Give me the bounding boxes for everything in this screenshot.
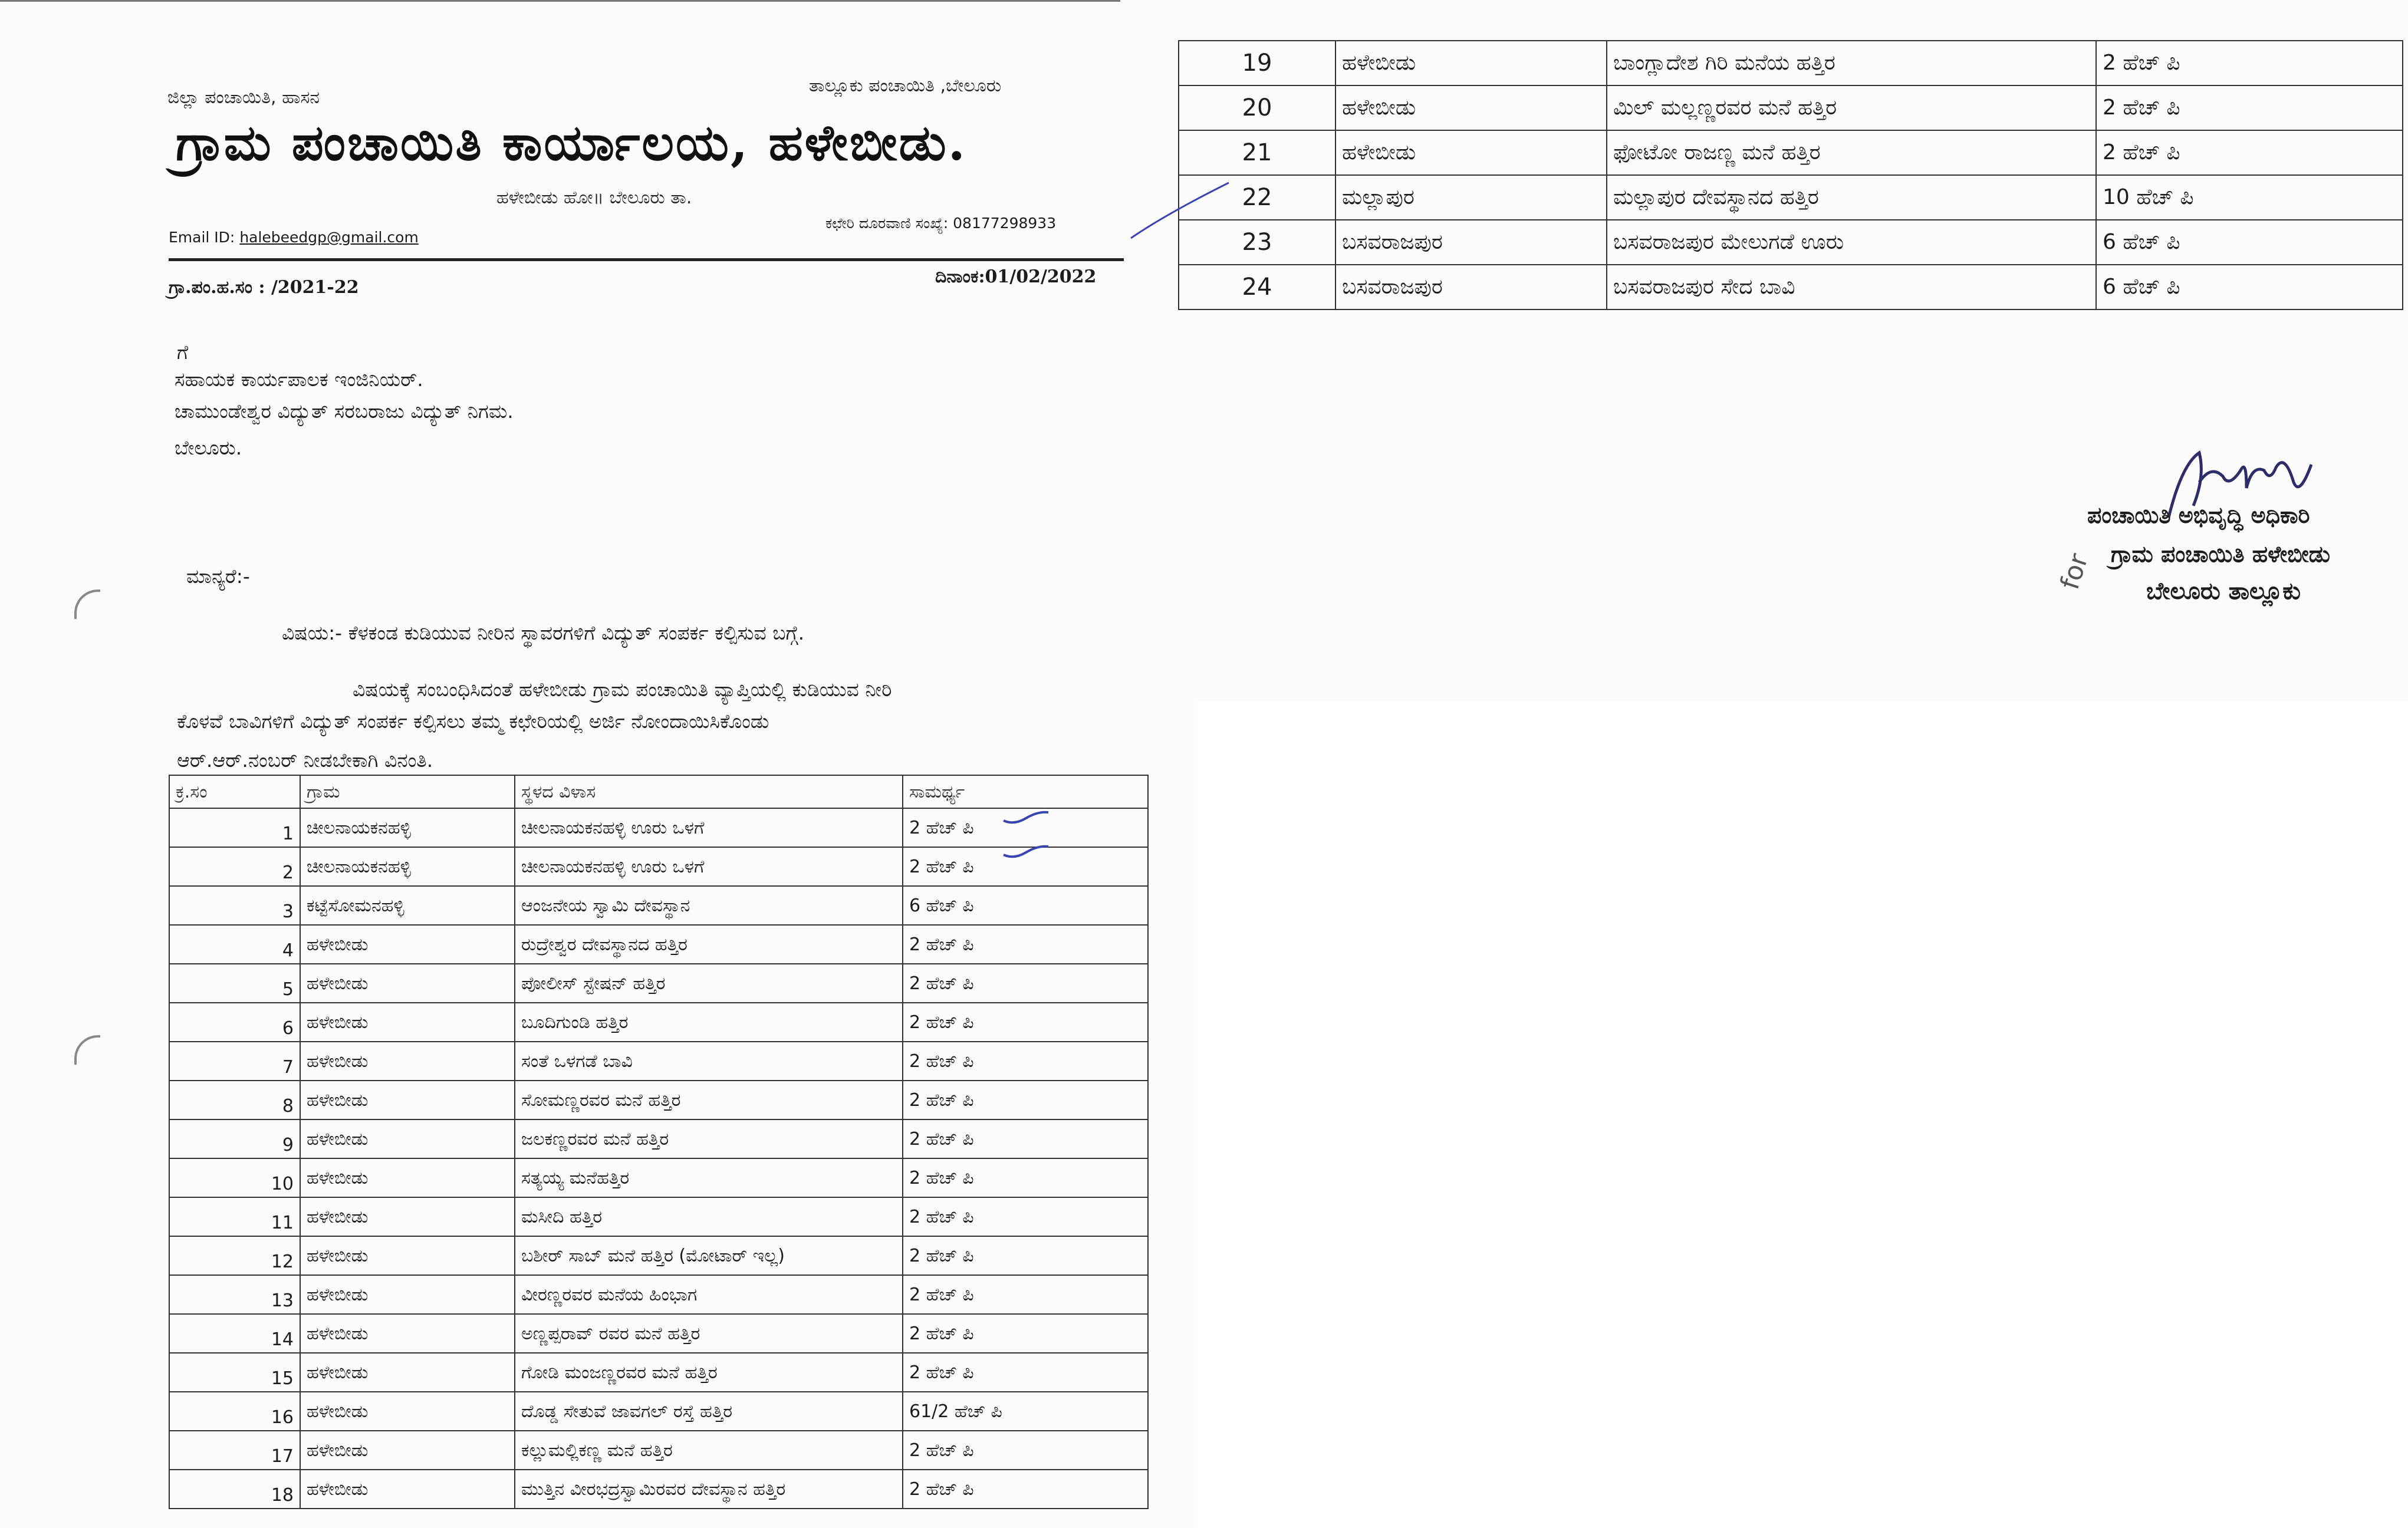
continued-table-row [1179,130,2403,175]
sl-no-cell: 20 [1179,85,1335,130]
capacity-cell: 2 ಹೆಚ್ ಪಿ [2096,130,2403,175]
designation-line-3: ಬೇಲೂರು ತಾಲ್ಲೂಕು [2146,578,2301,605]
capacity-cell: 2 ಹೆಚ್ ಪಿ [903,1197,1148,1236]
table-row [169,1431,1148,1470]
sl-no-cell: 16 [169,1392,300,1431]
village-cell: ಬಸವರಾಜಪುರ [1335,220,1607,265]
letterhead-rule [169,258,1124,261]
for-prefix: for [2054,549,2094,594]
location-cell: ಮಲ್ಲಾಪುರ ದೇವಸ್ಥಾನದ ಹತ್ತಿರ [1607,175,2096,220]
sl-no-cell: 4 [169,925,300,964]
body-line-1: ವಿಷಯಕ್ಕೆ ಸಂಬಂಧಿಸಿದಂತೆ ಹಳೇಬೀಡು ಗ್ರಾಮ ಪಂಚಾಯಿತಿ ವ್ಯಾಪ್ತಿಯಲ್ಲಿ ಕುಡಿಯುವ ನೀರಿ [353,678,892,701]
body-line-3: ಆರ್.ಆರ್.ನಂಬರ್ ನೀಡಬೇಕಾಗಿ ವಿನಂತಿ. [177,749,433,772]
village-cell: ಹಳೇಬೀಡು [300,1158,515,1197]
sl-no-cell: 24 [1179,265,1335,309]
email-line [169,229,419,246]
table-row [169,1236,1148,1275]
continued-table-row [1179,85,2403,130]
village-cell: ಹಳೇಬೀಡು [300,1470,515,1509]
sl-no-cell: 2 [169,847,300,886]
sl-no-cell: 19 [1179,41,1335,85]
village-cell: ಹಳೇಬೀಡು [300,925,515,964]
location-cell: ಬಸವರಾಜಪುರ ಸೇದ ಬಾವಿ [1607,265,2096,309]
capacity-cell: 2 ಹೆಚ್ ಪಿ [903,964,1148,1003]
location-cell: ಬಶೀರ್ ಸಾಬ್ ಮನೆ ಹತ್ತಿರ (ಮೋಟಾರ್ ಇಲ್ಲ) [515,1236,903,1275]
village-cell: ಹಳೇಬೀಡು [1335,41,1607,85]
capacity-cell: 2 ಹೆಚ್ ಪಿ [903,1158,1148,1197]
email-address: halebeedgp@gmail.com [239,229,419,246]
sl-no-cell: 12 [169,1236,300,1275]
location-cell: ಸತ್ಯಯ್ಯ ಮನೆಹತ್ತಿರ [515,1158,903,1197]
location-cell: ಪೋಲೀಸ್ ಸ್ಟೇಷನ್ ಹತ್ತಿರ [515,964,903,1003]
punch-hole-mark [74,590,100,619]
capacity-cell: 2 ಹೆಚ್ ಪಿ [903,1470,1148,1509]
designation-line-1: ಪಂಚಾಯಿತಿ ಅಭಿವೃದ್ಧಿ ಅಧಿಕಾರಿ [2087,502,2310,528]
capacity-cell: 2 ಹೆಚ್ ಪಿ [903,1119,1148,1158]
location-cell: ಕಲ್ಲುಮಲ್ಲಿಕಣ್ಣ ಮನೆ ಹತ್ತಿರ [515,1431,903,1470]
village-cell: ಹಳೇಬೀಡು [300,1353,515,1392]
office-phone: ಕಛೇರಿ ದೂರವಾಣಿ ಸಂಖ್ಯೆ: 08177298933 [825,215,1057,232]
district-panchayat-label: ಜಿಲ್ಲಾ ಪಂಚಾಯಿತಿ, ಹಾಸನ [167,87,320,108]
location-cell: ಮುತ್ತಿನ ವೀರಭದ್ರಸ್ವಾಮಿರವರ ದೇವಸ್ಥಾನ ಹತ್ತಿರ [515,1470,903,1509]
capacity-cell: 6 ಹೆಚ್ ಪಿ [903,886,1148,925]
table-row [169,1042,1148,1081]
table-row [169,1314,1148,1353]
capacity-cell: 2 ಹೆಚ್ ಪಿ [903,808,1148,847]
capacity-cell: 2 ಹೆಚ್ ಪಿ [903,1042,1148,1081]
table-row [169,964,1148,1003]
sl-no-cell: 5 [169,964,300,1003]
capacity-cell: 2 ಹೆಚ್ ಪಿ [903,1431,1148,1470]
office-title: ಗ್ರಾಮ ಪಂಚಾಯಿತಿ ಕಾರ್ಯಾಲಯ, ಹಳೇಬೀಡು. [176,113,967,172]
office-address: ಹಳೇಬೀಡು ಹೋ॥ ಬೇಲೂರು ತಾ. [496,187,692,208]
addressee-organisation: ಚಾಮುಂಡೇಶ್ವರ ವಿದ್ಯುತ್ ಸರಬರಾಜು ವಿದ್ಯುತ್ ನಿಗಮ. [175,400,514,423]
location-cell: ದೊಡ್ಡ ಸೇತುವೆ ಜಾವಗಲ್ ರಸ್ತೆ ಹತ್ತಿರ [515,1392,903,1431]
capacity-cell: 2 ಹೆಚ್ ಪಿ [2096,85,2403,130]
village-cell: ಹಳೇಬೀಡು [300,1042,515,1081]
location-cell: ಅಣ್ಣಪ್ಪರಾವ್ ರವರ ಮನೆ ಹತ್ತಿರ [515,1314,903,1353]
location-cell: ಆಂಜನೇಯ ಸ್ವಾಮಿ ದೇವಸ್ಥಾನ [515,886,903,925]
capacity-cell: 2 ಹೆಚ್ ಪಿ [903,1236,1148,1275]
continued-table-row [1179,175,2403,220]
village-cell: ಹಳೇಬೀಡು [300,1197,515,1236]
table-row [169,1003,1148,1042]
village-cell: ಹಳೇಬೀಡು [300,1431,515,1470]
sl-no-cell: 18 [169,1470,300,1509]
location-cell: ಚೀಲನಾಯಕನಹಳ್ಳಿ ಊರು ಒಳಗೆ [515,847,903,886]
addressee-place: ಬೇಲೂರು. [175,436,242,459]
designation-line-2: ಗ್ರಾಮ ಪಂಚಾಯಿತಿ ಹಳೇಬೀಡು [2111,541,2330,567]
sl-no-cell: 6 [169,1003,300,1042]
capacity-cell: 2 ಹೆಚ್ ಪಿ [903,925,1148,964]
capacity-cell: 2 ಹೆಚ್ ಪಿ [903,847,1148,886]
punch-hole-mark [74,1035,100,1065]
location-cell: ಚೀಲನಾಯಕನಹಳ್ಳಿ ಊರು ಒಳಗೆ [515,808,903,847]
table-row [169,808,1148,847]
village-cell: ಹಳೇಬೀಡು [300,964,515,1003]
village-cell: ಬಸವರಾಜಪುರ [1335,265,1607,309]
location-cell: ಬಾಂಗ್ಲಾದೇಶ ಗಿರಿ ಮನೆಯ ಹತ್ತಿರ [1607,41,2096,85]
continued-table-row [1179,265,2403,309]
sl-no-cell: 13 [169,1275,300,1314]
location-cell: ಸೋಮಣ್ಣರವರ ಮನೆ ಹತ್ತಿರ [515,1081,903,1119]
taluk-panchayat-label: ತಾಲ್ಲೂಕು ಪಂಚಾಯಿತಿ ,ಬೇಲೂರು [809,75,1002,96]
reference-number: ಗ್ರಾ.ಪಂ.ಹ.ಸಂ : /2021-22 [169,277,359,298]
capacity-cell: 2 ಹೆಚ್ ಪಿ [903,1275,1148,1314]
tick-mark-icon [1002,810,1050,825]
email-label: Email ID: [169,229,235,246]
location-cell: ಫೋಟೋ ರಾಜಣ್ಣ ಮನೆ ಹತ್ತಿರ [1607,130,2096,175]
village-cell: ಹಳೇಬೀಡು [1335,85,1607,130]
table-row [169,1470,1148,1509]
location-cell: ಬೂದಿಗುಂಡಿ ಹತ್ತಿರ [515,1003,903,1042]
village-cell: ಚೀಲನಾಯಕನಹಳ್ಳಿ [300,808,515,847]
village-cell: ಹಳೇಬೀಡು [300,1236,515,1275]
table-row [169,886,1148,925]
letter-date: ದಿನಾಂಕ:01/02/2022 [935,266,1097,287]
village-cell: ಕಟ್ಟೆಸೋಮನಹಳ್ಳಿ [300,886,515,925]
borewell-table [169,775,1149,1509]
salutation: ಮಾನ್ಯರೆ:- [186,565,250,588]
column-header-sl-no: ಕ್ರ.ಸಂ [169,775,300,808]
table-row [169,1392,1148,1431]
body-line-2: ಕೊಳವೆ ಬಾವಿಗಳಿಗೆ ವಿದ್ಯುತ್ ಸಂಪರ್ಕ ಕಲ್ಪಿಸಲು ತಮ್ಮ ಕಛೇರಿಯಲ್ಲಿ ಅರ್ಜಿ ನೋಂದಾಯಿಸಿಕೊಂಡು [177,710,769,733]
capacity-cell: 2 ಹೆಚ್ ಪಿ [903,1314,1148,1353]
capacity-cell: 6 ಹೆಚ್ ಪಿ [2096,265,2403,309]
village-cell: ಚೀಲನಾಯಕನಹಳ್ಳಿ [300,847,515,886]
sl-no-cell: 8 [169,1081,300,1119]
village-cell: ಹಳೇಬೀಡು [300,1003,515,1042]
tick-mark-icon [1002,844,1050,859]
table-header-row [169,775,1148,808]
sl-no-cell: 3 [169,886,300,925]
village-cell: ಹಳೇಬೀಡು [300,1314,515,1353]
capacity-cell: 2 ಹೆಚ್ ಪಿ [903,1353,1148,1392]
addressee-designation: ಸಹಾಯಕ ಕಾರ್ಯಪಾಲಕ ಇಂಜಿನಿಯರ್. [175,368,423,391]
sl-no-cell: 7 [169,1042,300,1081]
table-row [169,1081,1148,1119]
column-header-location: ಸ್ಥಳದ ವಿಳಾಸ [515,775,903,808]
borewell-table-continued [1178,40,2403,310]
sl-no-cell: 23 [1179,220,1335,265]
location-cell: ವೀರಣ್ಣರವರ ಮನೆಯ ಹಿಂಭಾಗ [515,1275,903,1314]
continued-table-row [1179,220,2403,265]
table-row [169,1158,1148,1197]
sl-no-cell: 14 [169,1314,300,1353]
letter-subject: ವಿಷಯ:- ಕೆಳಕಂಡ ಕುಡಿಯುವ ನೀರಿನ ಸ್ಥಾವರಗಳಿಗೆ ವಿದ್ಯುತ್ ಸಂಪರ್ಕ ಕಲ್ಪಿಸುವ ಬಗ್ಗೆ. [282,621,805,644]
sl-no-cell: 1 [169,808,300,847]
sl-no-cell: 22 [1179,175,1335,220]
location-cell: ಬಸವರಾಜಪುರ ಮೇಲುಗಡೆ ಊರು [1607,220,2096,265]
location-cell: ಗೋಡಿ ಮಂಜಣ್ಣರವರ ಮನೆ ಹತ್ತಿರ [515,1353,903,1392]
sl-no-cell: 21 [1179,130,1335,175]
village-cell: ಮಲ್ಲಾಪುರ [1335,175,1607,220]
page-edge-line [0,0,1120,2]
capacity-cell: 6 ಹೆಚ್ ಪಿ [2096,220,2403,265]
table-row [169,847,1148,886]
column-header-village: ಗ್ರಾಮ [300,775,515,808]
sl-no-cell: 11 [169,1197,300,1236]
to-label: ಗೆ [177,341,189,364]
table-row [169,1275,1148,1314]
location-cell: ಸಂತೆ ಒಳಗಡೆ ಬಾವಿ [515,1042,903,1081]
capacity-cell: 10 ಹೆಚ್ ಪಿ [2096,175,2403,220]
capacity-cell: 2 ಹೆಚ್ ಪಿ [903,1003,1148,1042]
village-cell: ಹಳೇಬೀಡು [300,1081,515,1119]
capacity-cell: 2 ಹೆಚ್ ಪಿ [903,1081,1148,1119]
village-cell: ಹಳೇಬೀಡು [1335,130,1607,175]
sl-no-cell: 10 [169,1158,300,1197]
village-cell: ಹಳೇಬೀಡು [300,1392,515,1431]
sl-no-cell: 17 [169,1431,300,1470]
village-cell: ಹಳೇಬೀಡು [300,1275,515,1314]
sl-no-cell: 15 [169,1353,300,1392]
location-cell: ಮಸೀದಿ ಹತ್ತಿರ [515,1197,903,1236]
table-row [169,1119,1148,1158]
table-row [169,1353,1148,1392]
pen-stroke-mark [1130,179,1230,244]
table-row [169,1197,1148,1236]
table-row [169,925,1148,964]
capacity-cell: 61/2 ಹೆಚ್ ಪಿ [903,1392,1148,1431]
location-cell: ಜಲಕಣ್ಣರವರ ಮನೆ ಹತ್ತಿರ [515,1119,903,1158]
location-cell: ಮಿಲ್ ಮಲ್ಲಣ್ಣರವರ ಮನೆ ಹತ್ತಿರ [1607,85,2096,130]
scan-background-area [1197,702,2408,1528]
column-header-capacity: ಸಾಮರ್ಥ್ಯ [903,775,1148,808]
village-cell: ಹಳೇಬೀಡು [300,1119,515,1158]
location-cell: ರುದ್ರೇಶ್ವರ ದೇವಸ್ಥಾನದ ಹತ್ತಿರ [515,925,903,964]
sl-no-cell: 9 [169,1119,300,1158]
continued-table-row [1179,41,2403,85]
capacity-cell: 2 ಹೆಚ್ ಪಿ [2096,41,2403,85]
